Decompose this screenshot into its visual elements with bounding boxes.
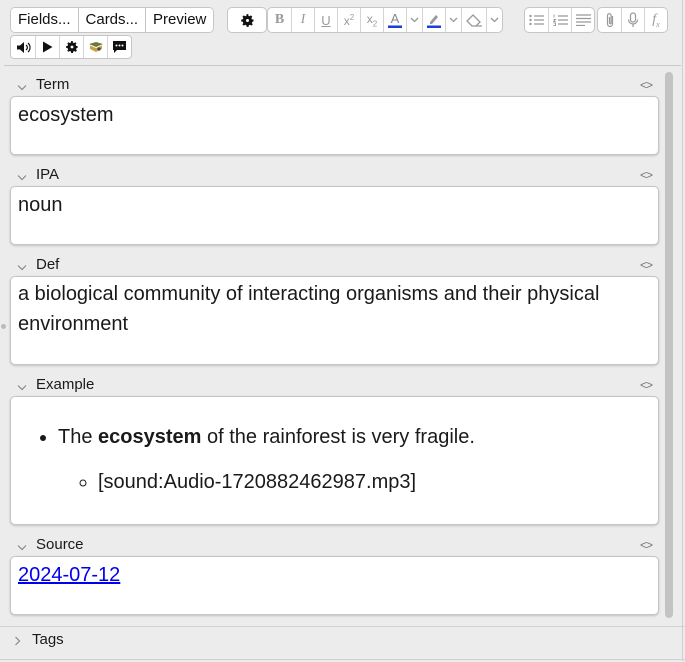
underline-icon[interactable]: U (314, 8, 337, 32)
chevron-down-icon[interactable] (17, 378, 27, 396)
list-group (524, 7, 595, 33)
function-icon[interactable]: $f_x$ (644, 8, 667, 32)
field-editor-term[interactable]: ecosystem (10, 96, 659, 155)
gear-icon[interactable] (228, 8, 266, 32)
chevron-down-icon[interactable] (17, 258, 27, 276)
example-bold-term: ecosystem (98, 426, 202, 448)
field-label-source: Source (36, 536, 84, 553)
html-editor-toggle-icon[interactable]: <> (640, 258, 653, 272)
chevron-down-icon[interactable] (17, 78, 27, 96)
speaker-icon[interactable] (11, 36, 35, 58)
html-editor-toggle-icon[interactable]: <> (640, 538, 653, 552)
field-editor-ipa[interactable]: noun (10, 186, 659, 245)
field-header (0, 374, 662, 394)
play-icon[interactable] (35, 36, 59, 58)
preview-button[interactable]: Preview (145, 8, 213, 32)
field-header (0, 74, 662, 94)
window-border (682, 0, 683, 661)
field-header (0, 534, 662, 554)
toolbar-divider (4, 65, 681, 66)
bullet-list-icon[interactable] (525, 8, 548, 32)
attachment-icon[interactable] (598, 8, 621, 32)
book-icon[interactable] (83, 36, 107, 58)
note-buttons-group (10, 7, 214, 33)
field-editor-source[interactable] (10, 556, 659, 615)
eraser-icon[interactable] (461, 8, 486, 32)
fields-button[interactable]: Fields... (11, 8, 78, 32)
example-text-after: of the rainforest is very fragile. (201, 426, 475, 448)
editor-toolbar (0, 0, 685, 64)
field-label-def: Def (36, 256, 60, 273)
italic-icon[interactable]: I (291, 8, 314, 32)
field-editor-def[interactable]: a biological community of interacting organisms and their physical environment (10, 276, 659, 365)
microphone-icon[interactable] (621, 8, 644, 32)
list-item: ◦ [sound:Audio-1720882462987.mp3] (98, 467, 651, 497)
source-link[interactable]: 2024-07-12 (18, 564, 121, 586)
field-label-term: Term (36, 76, 70, 93)
html-editor-toggle-icon[interactable]: <> (640, 378, 653, 392)
cards-button[interactable]: Cards... (78, 8, 146, 32)
chat-bubble-icon[interactable] (107, 36, 131, 58)
field-header (0, 164, 662, 184)
chevron-down-icon[interactable] (17, 168, 27, 186)
example-sublist (58, 467, 651, 497)
settings-gear-icon[interactable] (59, 36, 83, 58)
subscript-icon[interactable]: $x_2$ (360, 8, 383, 32)
superscript-icon[interactable]: $x^2$ (337, 8, 360, 32)
tags-section (0, 626, 685, 662)
align-icon[interactable] (571, 8, 594, 32)
example-text-before: The (58, 426, 99, 448)
html-editor-toggle-icon[interactable]: <> (640, 168, 653, 182)
settings-group (227, 7, 267, 33)
vertical-scrollbar[interactable] (665, 72, 673, 618)
field-header (0, 254, 662, 274)
numbered-list-icon[interactable] (548, 8, 571, 32)
chevron-down-icon[interactable] (17, 538, 27, 556)
list-item (58, 422, 651, 497)
addon-toolbar (10, 35, 132, 59)
highlight-color-icon[interactable] (422, 8, 445, 32)
highlight-chevron-down-icon[interactable] (445, 8, 461, 32)
tags-label[interactable]: Tags (32, 631, 64, 648)
field-editor-example[interactable] (10, 396, 659, 525)
format-group (267, 7, 503, 33)
eraser-chevron-down-icon[interactable] (486, 8, 502, 32)
text-color-icon[interactable] (383, 8, 406, 32)
window-border (0, 659, 685, 660)
chevron-right-icon[interactable] (14, 633, 21, 651)
media-group (597, 7, 668, 33)
svg-text:A: A (390, 11, 400, 26)
example-list (18, 422, 651, 497)
resize-handle[interactable] (1, 324, 6, 329)
bold-icon[interactable]: B (274, 12, 285, 27)
field-label-ipa: IPA (36, 166, 60, 183)
field-label-example: Example (36, 376, 95, 393)
html-editor-toggle-icon[interactable]: <> (640, 78, 653, 92)
text-color-chevron-down-icon[interactable] (406, 8, 422, 32)
